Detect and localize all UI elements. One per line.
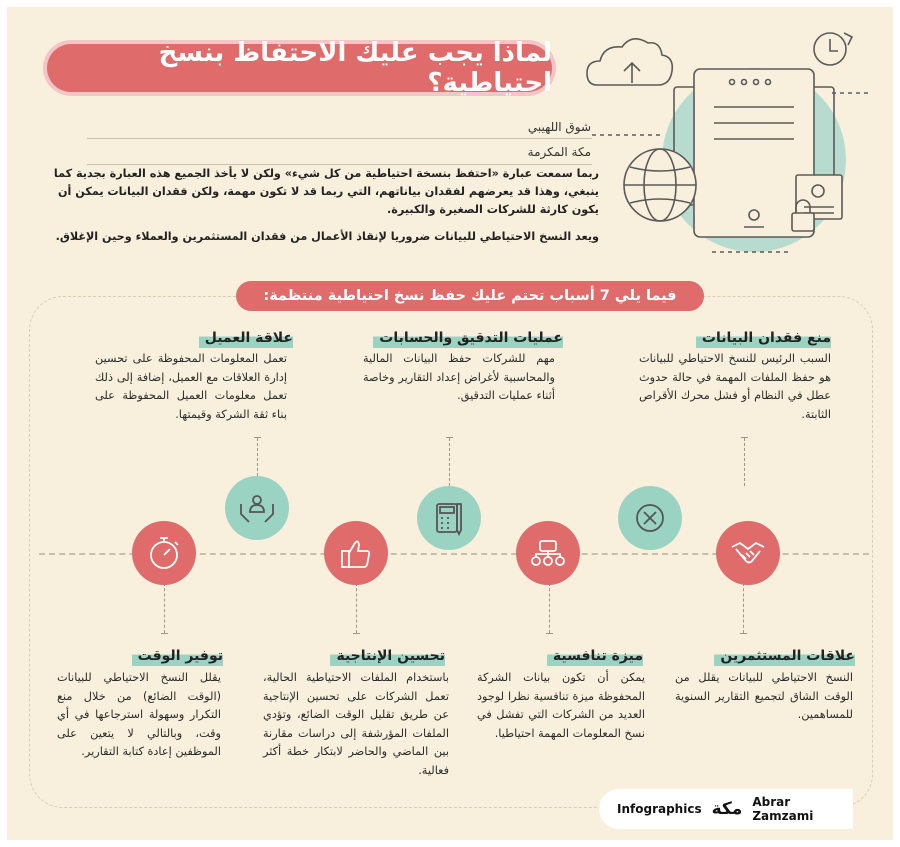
cloud-upload-icon <box>587 39 672 85</box>
credits-bar <box>599 789 853 829</box>
infographic-page <box>7 7 893 840</box>
handshake-icon <box>716 521 780 585</box>
title-data-loss: منع فقدان البيانات <box>696 327 831 348</box>
connector <box>449 438 450 486</box>
page-title: لماذا يجب عليك الاحتفاظ بنسخ احتياطية؟ <box>158 38 552 98</box>
connector <box>549 583 550 633</box>
connector <box>356 583 357 633</box>
title-audit: عمليات التدقيق والحسابات <box>373 327 563 348</box>
calculator-icon <box>417 486 481 550</box>
city-name: مكة المكرمة <box>527 145 591 159</box>
title-competitive: ميزة تنافسية <box>547 645 643 666</box>
text-competitive: يمكن أن تكون بيانات الشركة المحفوظة ميزة تنافسية نظرا لوجود العديد من الشركات التي تفشل في نسخ المعلومات المهمة احتياطيا. <box>477 671 645 740</box>
text-customer: تعمل المعلومات المحفوظة على تحسين إدارة العلاقات مع العميل، إضافة إلى ذلك تعمل معلومات العميل المحفوظة على بناء ثقة الشركة وقيمتها. <box>95 352 287 421</box>
author-name: شوق اللهيبي <box>527 120 591 134</box>
subtitle-banner <box>236 281 704 311</box>
divider <box>87 138 592 139</box>
lock-icon <box>792 213 814 231</box>
title-investors: علاقات المستثمرين <box>714 645 855 666</box>
title-banner <box>47 38 552 98</box>
thumbs-up-icon <box>324 521 388 585</box>
org-chart-icon <box>516 521 580 585</box>
title-time: توفير الوقت <box>132 645 223 666</box>
intro-paragraph-1: ربما سمعت عبارة «احتفظ بنسخة احتياطية من كل شيء» ولكن لا يأخذ الجميع هذه العبارة بجدية كما ينبغي، وهذا قد يعرضهم لفقدان بياناتهم، التي ربما قد لا تكون مهمة، ولكن فقدان البيانات يمكن أن يكون كارثة للشركات الصغيرة والكبيرة. <box>53 167 599 216</box>
title-customer: علاقة العميل <box>199 327 293 348</box>
stopwatch-icon <box>132 521 196 585</box>
intro-paragraph-2: ويعد النسخ الاحتياطي للبيانات ضروريا لإنقاذ الأعمال من فقدان المستثمرين والعملاء وحين الإغلاق. <box>55 230 599 243</box>
connector <box>164 583 165 633</box>
subtitle: فيما يلي 7 أسباب تحتم عليك حفظ نسخ احتياطية منتظمة: <box>263 288 677 304</box>
x-circle-icon <box>618 486 682 550</box>
text-productivity: باستخدام الملفات الاحتياطية الحالية، تعمل الشركات على تحسين الإنتاجية عن طريق تقليل الوقت الضائع، وتؤدي الملفات المؤرشفة إلى دراسات مقارنة بين الماضي والحاضر لابتكار خطة أكثر فعالية. <box>263 671 449 777</box>
text-investors: النسخ الاحتياطي للبيانات يقلل من الوقت الشاق لتجميع التقارير السنوية للمساهمين. <box>675 671 853 721</box>
text-time: يقلل النسخ الاحتياطي للبيانات (الوقت الضائع) من خلال منع التكرار وسهولة استرجاعها في أي وقت، وبالتالي لا يتعين على الموظفين إعادة كتابة التقارير. <box>57 671 221 758</box>
backup-servers-illustration <box>582 27 882 267</box>
title-productivity: تحسين الإنتاجية <box>330 645 445 666</box>
text-audit: مهم للشركات حفظ البيانات المالية والمحاسبية لأغراض إعداد التقارير وخاصة أثناء عمليات التدقيق. <box>363 352 555 402</box>
hands-person-icon <box>225 476 289 540</box>
connector <box>743 583 744 633</box>
text-data-loss: السبب الرئيس للنسخ الاحتياطي للبيانات هو حفظ الملفات المهمة في حالة حدوث عطل في النظام أو فشل محرك الأقراص الثابتة. <box>639 352 831 421</box>
connector <box>744 438 745 486</box>
footer-infographics: Infographics <box>617 802 702 816</box>
connector <box>257 438 258 476</box>
footer-logo: مكة <box>711 799 743 819</box>
footer-designer: Abrar Zamzami <box>752 795 814 823</box>
